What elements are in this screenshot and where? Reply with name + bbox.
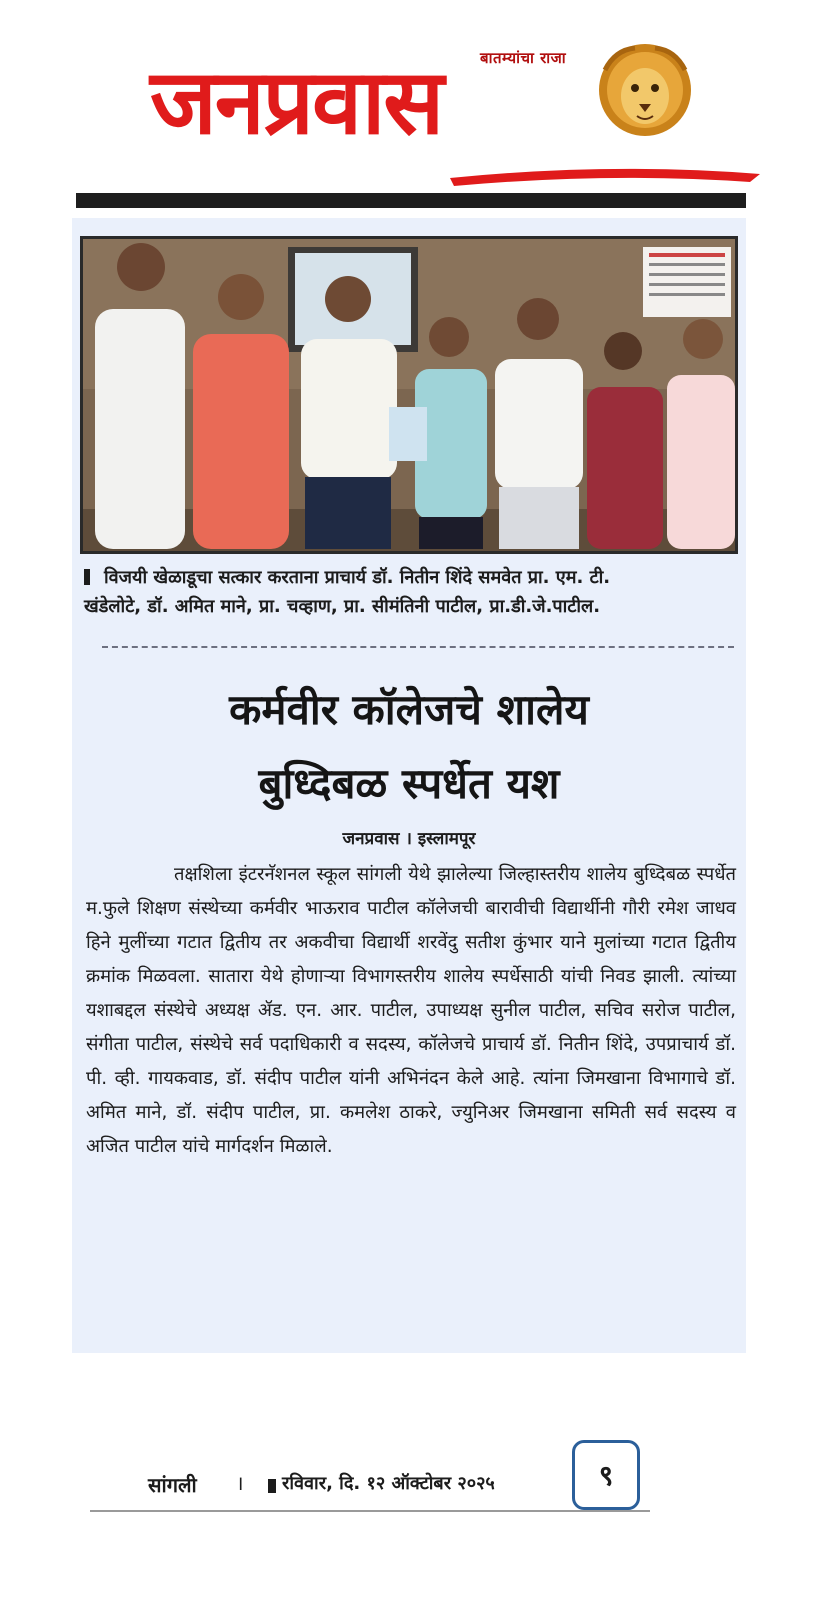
footer-square-bullet bbox=[268, 1479, 276, 1493]
caption-divider bbox=[102, 646, 734, 648]
lion-head-icon bbox=[595, 40, 695, 140]
footer-date: रविवार, दि. १२ ऑक्टोबर २०२५ bbox=[282, 1473, 495, 1494]
article-headline bbox=[72, 673, 746, 821]
headline-line-2: बुध्दिबळ स्पर्धेत यश bbox=[258, 759, 560, 808]
masthead-rule bbox=[76, 193, 746, 208]
article-body: तक्षशिला इंटरनॅशनल स्कूल सांगली येथे झालेल्या जिल्हास्तरीय शालेय बुध्दिबळ स्पर्धेत म.फुले शिक्षण संस्थेच्या कर्मवीर भाऊराव पाटील कॉलेजची बारावीची विद्यार्थीनी गौरी रमेश जाधव हिने मुलींच्या गटात द्वितीय तर अकवीचा विद्यार्थी शरवेंदु सतीश कुंभार याने मुलांच्या गटात द्वितीय क्रमांक मिळवला. सातारा येथे होणाऱ्या विभागस्तरीय शालेय स्पर्धेसाठी यांची निवड झाली. त्यांच्या यशाबद्दल संस्थेचे अध्यक्ष ॲड. एन. आर. पाटील, उपाध्यक्ष सुनील पाटील, सचिव सरोज पाटील, संगीता पाटील, संस्थेचे सर्व पदाधिकारी व सदस्य, कॉलेजचे प्राचार्य डॉ. नितीन शिंदे, उपप्राचार्य डॉ. पी. व्ही. गायकवाड, डॉ. संदीप पाटील यांनी अभिनंदन केले आहे. त्यांना जिमखाना विभागाचे डॉ. अमित माने, डॉ. संदीप पाटील, प्रा. कमलेश ठाकरे, ज्युनिअर जिमखाना समिती सर्व सदस्य व अजित पाटील यांचे मार्गदर्शन मिळाले. bbox=[86, 864, 736, 1157]
group-photo-illustration bbox=[83, 239, 735, 551]
article-dateline: जनप्रवास । इस्लामपूर bbox=[342, 829, 476, 849]
footer-separator: । bbox=[236, 1471, 244, 1495]
caption-bullet bbox=[84, 569, 90, 585]
footer-city: सांगली bbox=[148, 1473, 197, 1497]
page-number: ९ bbox=[598, 1459, 614, 1492]
group-photo bbox=[80, 236, 738, 554]
photo-caption bbox=[84, 563, 734, 621]
headline-line-1: कर्मवीर कॉलेजचे शालेय bbox=[229, 685, 589, 734]
page-number-box bbox=[572, 1440, 640, 1510]
article-panel bbox=[72, 218, 746, 1353]
page-footer bbox=[90, 1455, 650, 1515]
masthead-name: जनप्रवास bbox=[150, 50, 443, 155]
masthead-tagline: बातम्यांचा राजा bbox=[480, 49, 567, 67]
caption-line-1: विजयी खेळाडूचा सत्कार करताना प्राचार्य डॉ. नितीन शिंदे समवेत प्रा. एम. टी. bbox=[104, 567, 611, 588]
masthead-swash bbox=[450, 160, 770, 188]
masthead bbox=[150, 40, 690, 190]
caption-line-2: खंडेलोटे, डॉ. अमित माने, प्रा. चव्हाण, प्रा. सीमंतिनी पाटील, प्रा.डी.जे.पाटील. bbox=[84, 596, 601, 617]
footer-rule bbox=[90, 1510, 650, 1512]
